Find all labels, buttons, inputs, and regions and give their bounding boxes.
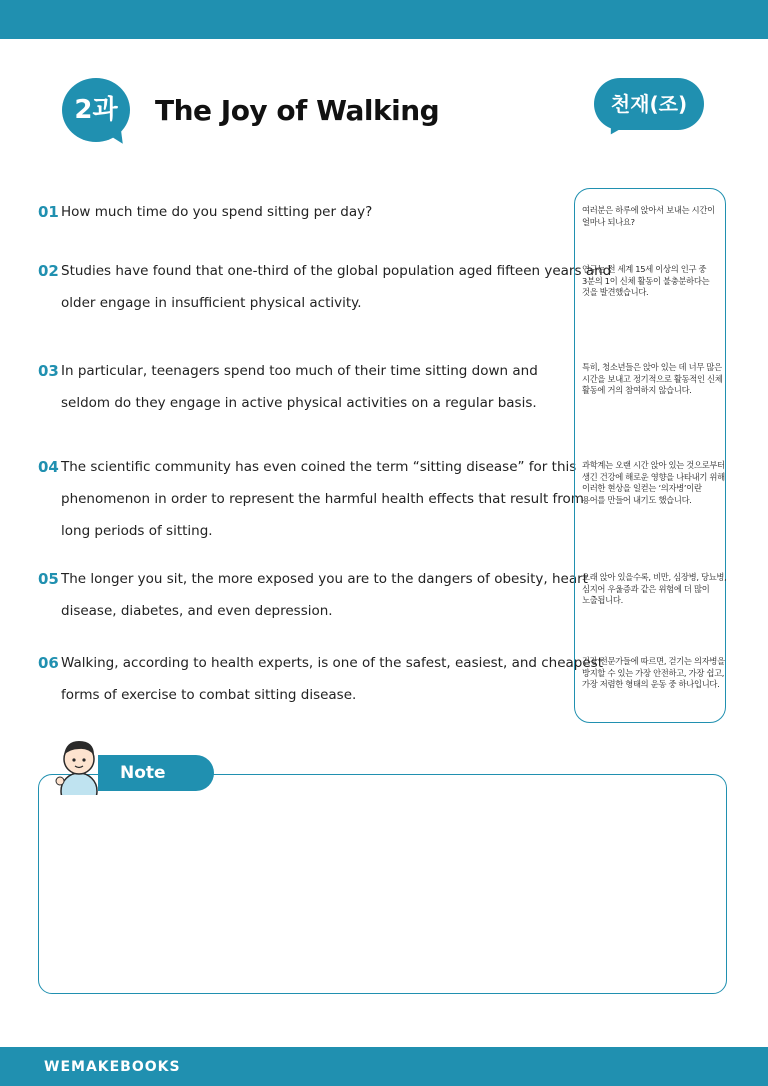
sentence-line: Studies have found that one-third of the global population aged fifteen years and [61, 263, 612, 279]
brand-logo: WEMAKEBOOKS [44, 1059, 181, 1075]
note-label: Note [120, 763, 166, 783]
top-banner [0, 0, 768, 39]
sentence-line: seldom do they engage in active physical activities on a regular basis. [61, 395, 537, 411]
translation-item: 특히, 청소년들은 앉아 있는 데 너무 많은 시간을 보내고 정기적으로 활동적인 신체 활동에 거의 참여하지 않습니다. [582, 362, 723, 395]
student-character-icon [52, 735, 106, 795]
note-tab [98, 755, 214, 791]
sentence-line: long periods of sitting. [61, 523, 213, 539]
sentence-number: 06 [38, 654, 59, 672]
bottom-banner [0, 1047, 768, 1086]
translation-item: 여러분은 하루에 앉아서 보내는 시간이 얼마나 되나요? [582, 205, 715, 227]
translation-item: 과학계는 오랜 시간 앉아 있는 것으로부터 생긴 건강에 해로운 영향을 나타내기 위해 이러한 현상을 일컫는 ‘의자병’이란 용어를 만들어 내기도 했습니다. [582, 460, 725, 505]
sentence-line: disease, diabetes, and even depression. [61, 603, 333, 619]
sentence-line: forms of exercise to combat sitting disease. [61, 687, 357, 703]
page-title: The Joy of Walking [155, 94, 440, 127]
sentence-line: older engage in insufficient physical activity. [61, 295, 362, 311]
sentence-line: phenomenon in order to represent the harmful health effects that result from [61, 491, 584, 507]
publisher-badge [594, 78, 704, 130]
lesson-badge [62, 78, 134, 146]
sentence-line: Walking, according to health experts, is one of the safest, easiest, and cheapest [61, 655, 604, 671]
translation-item: 오래 앉아 있을수록, 비만, 심장병, 당뇨병, 심지어 우울증과 같은 위험에 더 많이 노출됩니다. [582, 572, 727, 605]
lesson-number: 2과 [74, 95, 118, 125]
note-area[interactable] [38, 774, 727, 994]
sentence-line: How much time do you spend sitting per day? [61, 204, 373, 220]
sentence-line: The longer you sit, the more exposed you are to the dangers of obesity, heart [61, 571, 588, 587]
sentence-number: 02 [38, 262, 59, 280]
sentence-line: In particular, teenagers spend too much of their time sitting down and [61, 363, 538, 379]
sentence-number: 04 [38, 458, 59, 476]
sentence-number: 05 [38, 570, 59, 588]
translation-item: 연구는 전 세계 15세 이상의 인구 중 3분의 1이 신체 활동이 불충분하다는 것을 발견했습니다. [582, 264, 710, 297]
publisher-label: 천재(조) [610, 92, 688, 116]
sentence-number: 03 [38, 362, 59, 380]
sentence-line: The scientific community has even coined the term “sitting disease” for this [61, 459, 577, 475]
translation-item: 건강 전문가들에 따르면, 걷기는 의자병을 방지할 수 있는 가장 안전하고, 가장 쉽고, 가장 저렴한 형태의 운동 중 하나입니다. [582, 656, 725, 689]
sentence-number: 01 [38, 203, 59, 221]
